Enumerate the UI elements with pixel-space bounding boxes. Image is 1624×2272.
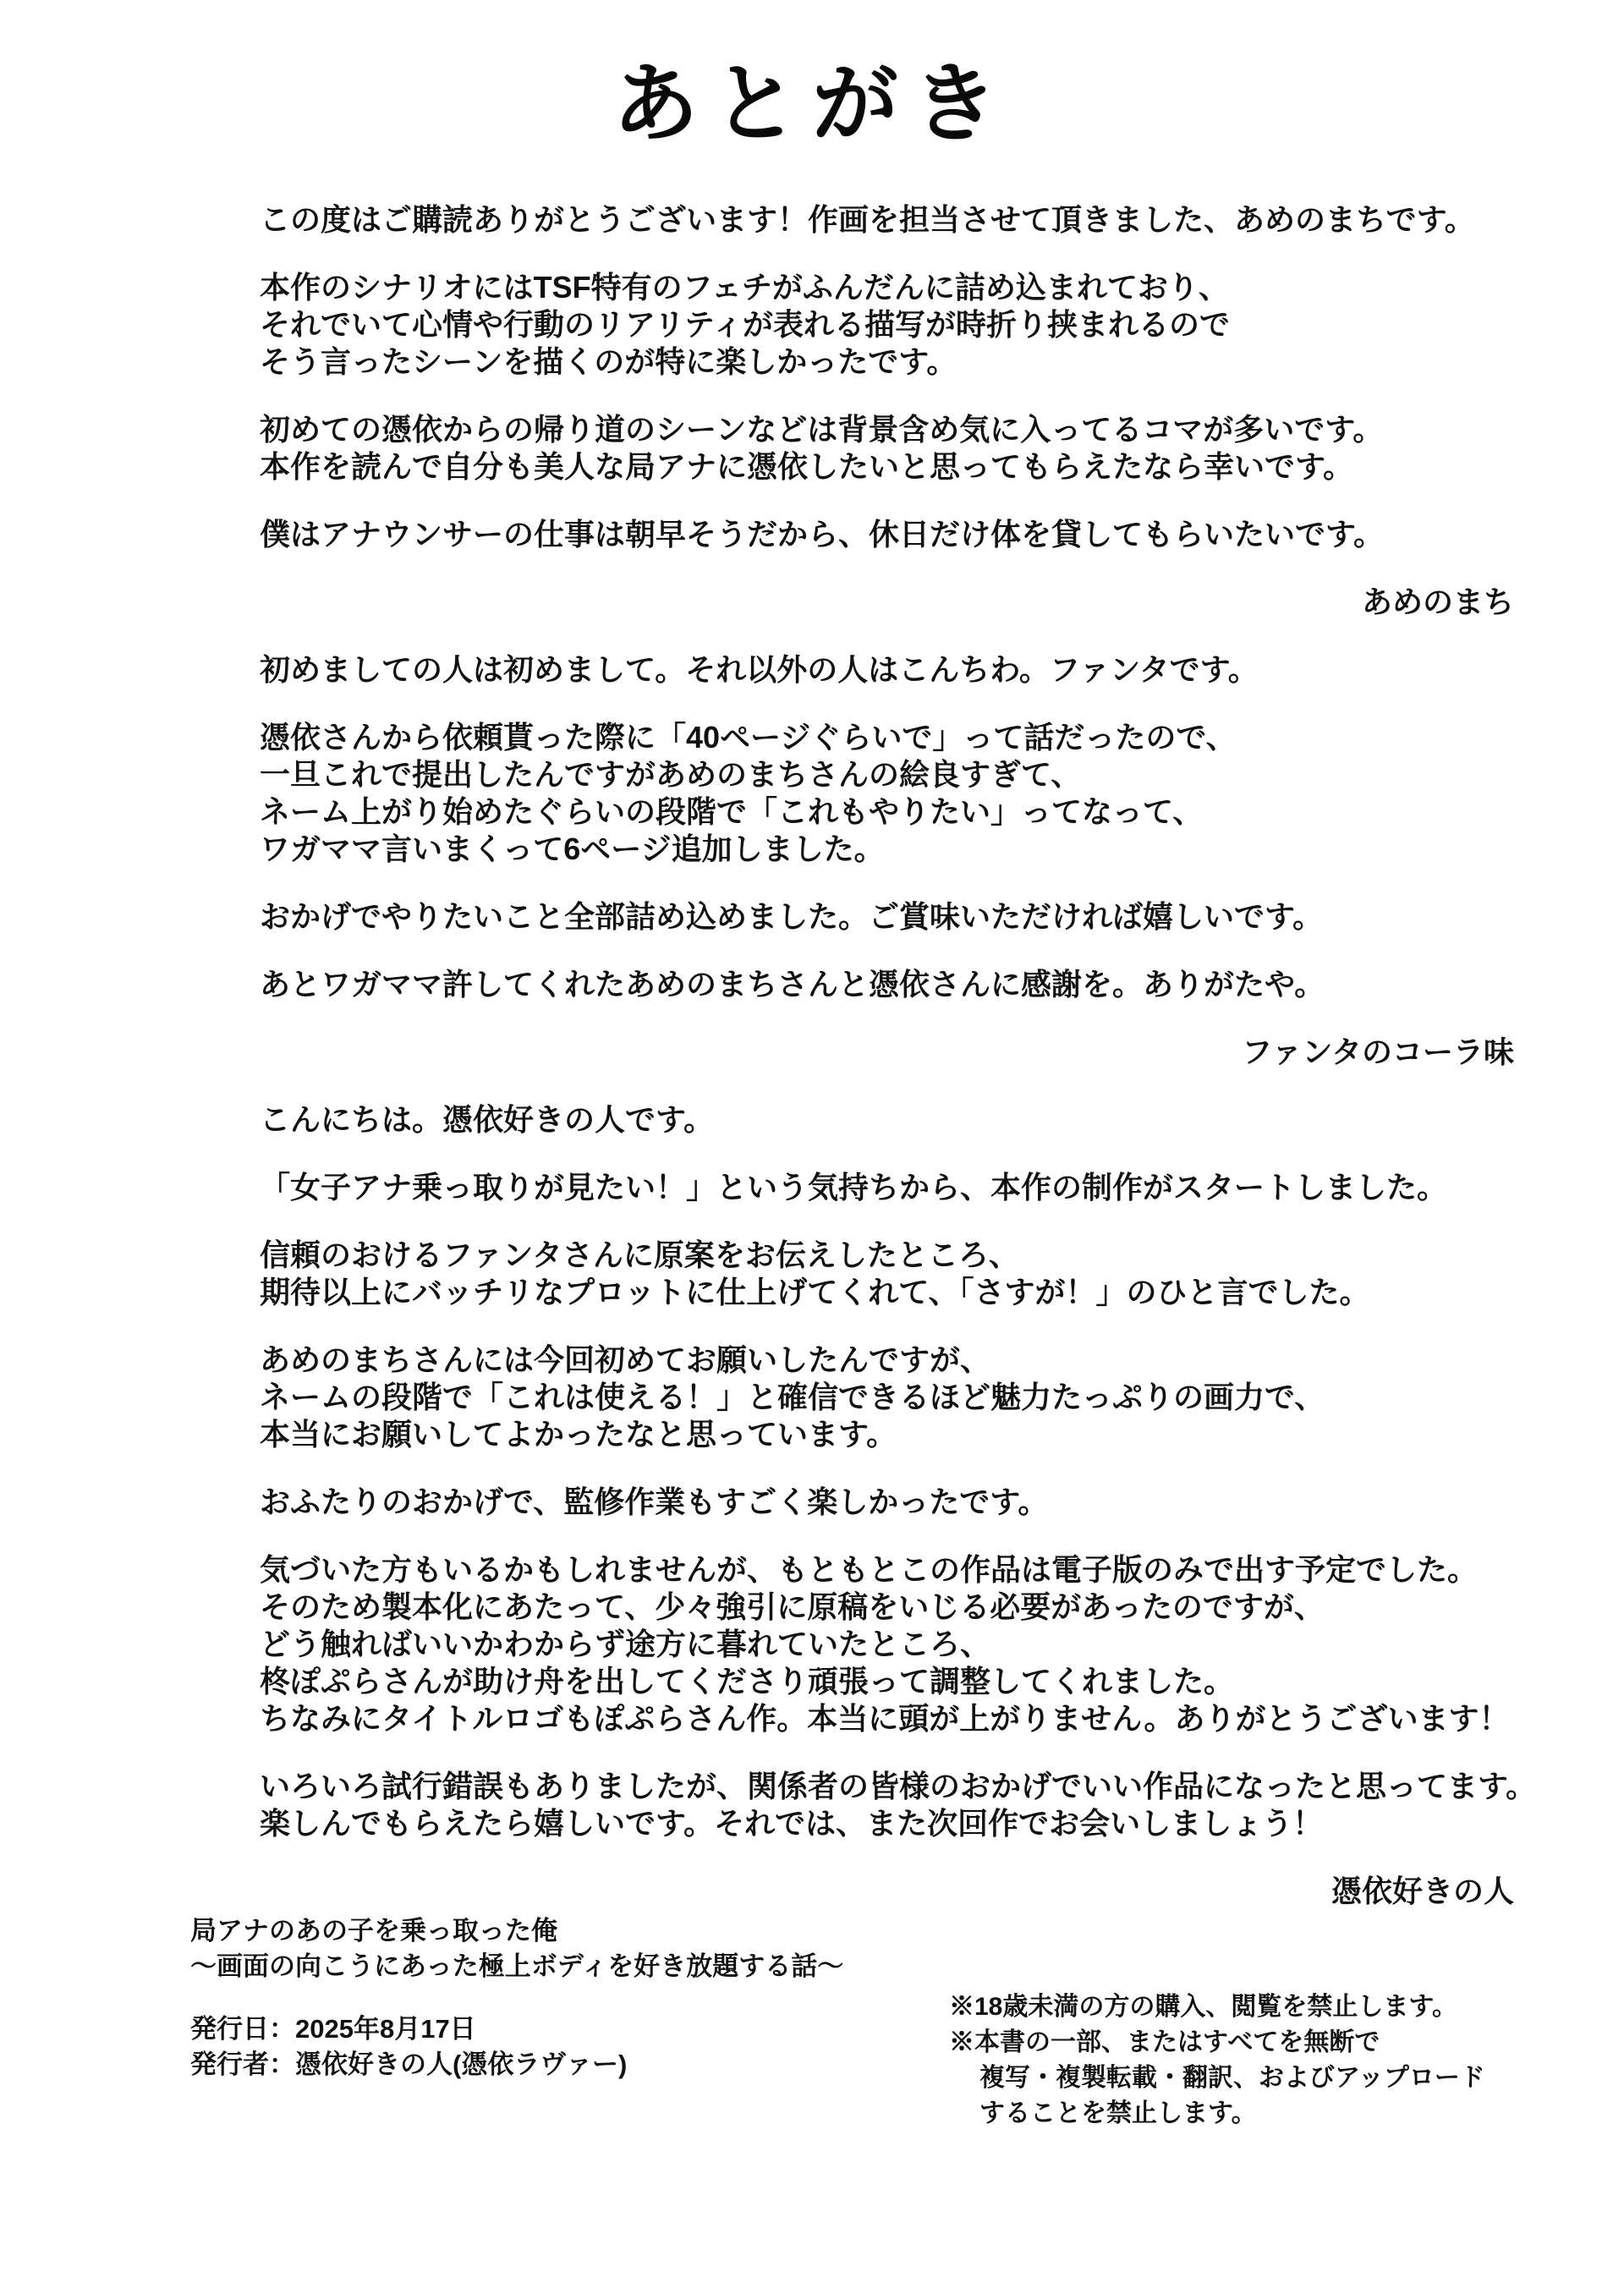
paragraph-line: 初めての憑依からの帰り道のシーンなどは背景含め気に入ってるコマが多いです。 bbox=[260, 412, 1384, 447]
paragraph bbox=[260, 269, 1575, 381]
colophon bbox=[190, 1913, 843, 2083]
doujin-subtitle: ～画面の向こうにあった極上ボディを好き放題する話～ bbox=[190, 1951, 844, 1981]
paragraph bbox=[260, 1342, 1575, 1453]
paragraph-line: 憑依さんから依頼貰った際に「40ページぐらいで」って話だったので、 bbox=[260, 720, 1237, 755]
paragraph-line: 柊ぽぷらさんが助け舟を出してくださり頑張って調整してくれました。 bbox=[260, 1664, 1235, 1699]
paragraph-line: そのため製本化にあたって、少々強引に原稿をいじる必要があったのですが、 bbox=[260, 1589, 1325, 1624]
paragraph-line: こんにちは。憑依好きの人です。 bbox=[260, 1102, 715, 1137]
paragraph-line: 楽しんでもらえたら嬉しいです。それでは、また次回作でお会いしましょう！ bbox=[260, 1806, 1324, 1841]
copyright-notice-3: することを禁止します。 bbox=[979, 2099, 1257, 2127]
paragraph-line: ネーム上がり始めたぐらいの段階で「これもやりたい」ってなって、 bbox=[260, 794, 1204, 829]
paragraph-line: あとワガママ許してくれたあめのまちさんと憑依さんに感謝を。ありがたや。 bbox=[260, 967, 1325, 1002]
paragraph-line: おかげでやりたいこと全部詰め込めました。ご賞味いただければ嬉しいです。 bbox=[260, 899, 1324, 934]
paragraph-line: あめのまちさんには今回初めてお願いしたんですが、 bbox=[260, 1342, 991, 1377]
paragraph-line: 本作のシナリオにはTSF特有のフェチがふんだんに詰め込まれており、 bbox=[260, 270, 1229, 305]
paragraph-line: おふたりのおかげで、監修作業もすごく楽しかったです。 bbox=[260, 1484, 1049, 1519]
paragraph-line: 僕はアナウンサーの仕事は朝早そうだから、休日だけ体を貸してもらいたいです。 bbox=[260, 517, 1385, 552]
age-restriction-notice: ※18歳未満の方の購入、閲覧を禁止します。 bbox=[949, 1993, 1457, 2021]
paragraph bbox=[260, 651, 1575, 689]
paragraph-line: どう触ればいいかわからず途方に暮れていたところ、 bbox=[260, 1627, 991, 1661]
paragraph bbox=[260, 1484, 1575, 1521]
copyright-notice-2: 複写・複製転載・翻訳、およびアップロード bbox=[979, 2064, 1485, 2092]
paragraph bbox=[260, 1237, 1575, 1311]
paragraph-line: ネームの段階で「これは使える！」と確信できるほど魅力たっぷりの画力で、 bbox=[260, 1380, 1325, 1414]
page-title: あとがき bbox=[612, 56, 1012, 152]
colophon-spacer bbox=[190, 1984, 843, 2011]
paragraph bbox=[260, 1551, 1575, 1737]
afterword-body bbox=[260, 201, 1575, 1940]
paragraph-line: 「女子アナ乗っ取りが見たい！」という気持ちから、本作の制作がスタートしました。 bbox=[260, 1170, 1448, 1205]
paragraph bbox=[260, 1169, 1575, 1206]
paragraph-line: 気づいた方もいるかもしれませんが、もともとこの作品は電子版のみで出す予定でした。 bbox=[260, 1552, 1479, 1587]
paragraph-line: いろいろ試行錯誤もありましたが、関係者の皆様のおかげでいい作品になったと思ってます。 bbox=[260, 1769, 1537, 1803]
paragraph-line: 期待以上にバッチリなプロットに仕上げてくれて、「さすが！」のひと言でした。 bbox=[260, 1275, 1370, 1309]
paragraph bbox=[260, 966, 1575, 1003]
paragraph bbox=[260, 898, 1575, 936]
doujin-title: 局アナのあの子を乗っ取った俺 bbox=[190, 1916, 557, 1945]
paragraph-line: 一旦これで提出したんですがあめのまちさんの絵良すぎて、 bbox=[260, 757, 1082, 792]
paragraph bbox=[260, 201, 1575, 239]
paragraph-line: 初めましての人は初めまして。それ以外の人はこんちわ。ファンタです。 bbox=[260, 652, 1259, 687]
paragraph-line: それでいて心情や行動のリアリティが表れる描写が時折り挟まれるので bbox=[260, 307, 1230, 342]
signature-hyoui-zuki-no-hito: 憑依好きの人 bbox=[1330, 1874, 1514, 1908]
paragraph-line: 本当にお願いしてよかったなと思っています。 bbox=[260, 1417, 897, 1452]
paragraph bbox=[260, 719, 1575, 868]
copyright-notice-1: ※本書の一部、またはすべてを無断で bbox=[949, 2028, 1380, 2056]
paragraph-line: ワガママ言いまくって6ページ追加しました。 bbox=[260, 831, 885, 866]
paragraph bbox=[260, 1768, 1575, 1842]
publish-date: 発行日：2025年8月17日 bbox=[190, 2014, 476, 2044]
publisher: 発行者：憑依好きの人(憑依ラヴァー) bbox=[190, 2050, 628, 2079]
paragraph-line: この度はご購読ありがとうございます！作画を担当させて頂きました、あめのまちです。 bbox=[260, 202, 1475, 237]
paragraph-line: 本作を読んで自分も美人な局アナに憑依したいと思ってもらえたなら幸いです。 bbox=[260, 449, 1354, 484]
legal-notices bbox=[949, 1989, 1485, 2132]
paragraph bbox=[260, 1101, 1575, 1139]
signature-amenomachi: あめのまち bbox=[1361, 584, 1514, 619]
signature-fanta-no-cola-aji: ファンタのコーラ味 bbox=[1242, 1034, 1514, 1069]
paragraph-line: 信頼のおけるファンタさんに原案をお伝えしたところ、 bbox=[260, 1238, 1019, 1272]
paragraph bbox=[260, 411, 1575, 486]
paragraph-line: そう言ったシーンを描くのが特に楽しかったです。 bbox=[260, 344, 957, 379]
paragraph bbox=[260, 516, 1575, 553]
paragraph-line: ちなみにタイトルロゴもぽぷらさん作。本当に頭が上がりません。ありがとうございます！ bbox=[260, 1701, 1510, 1736]
